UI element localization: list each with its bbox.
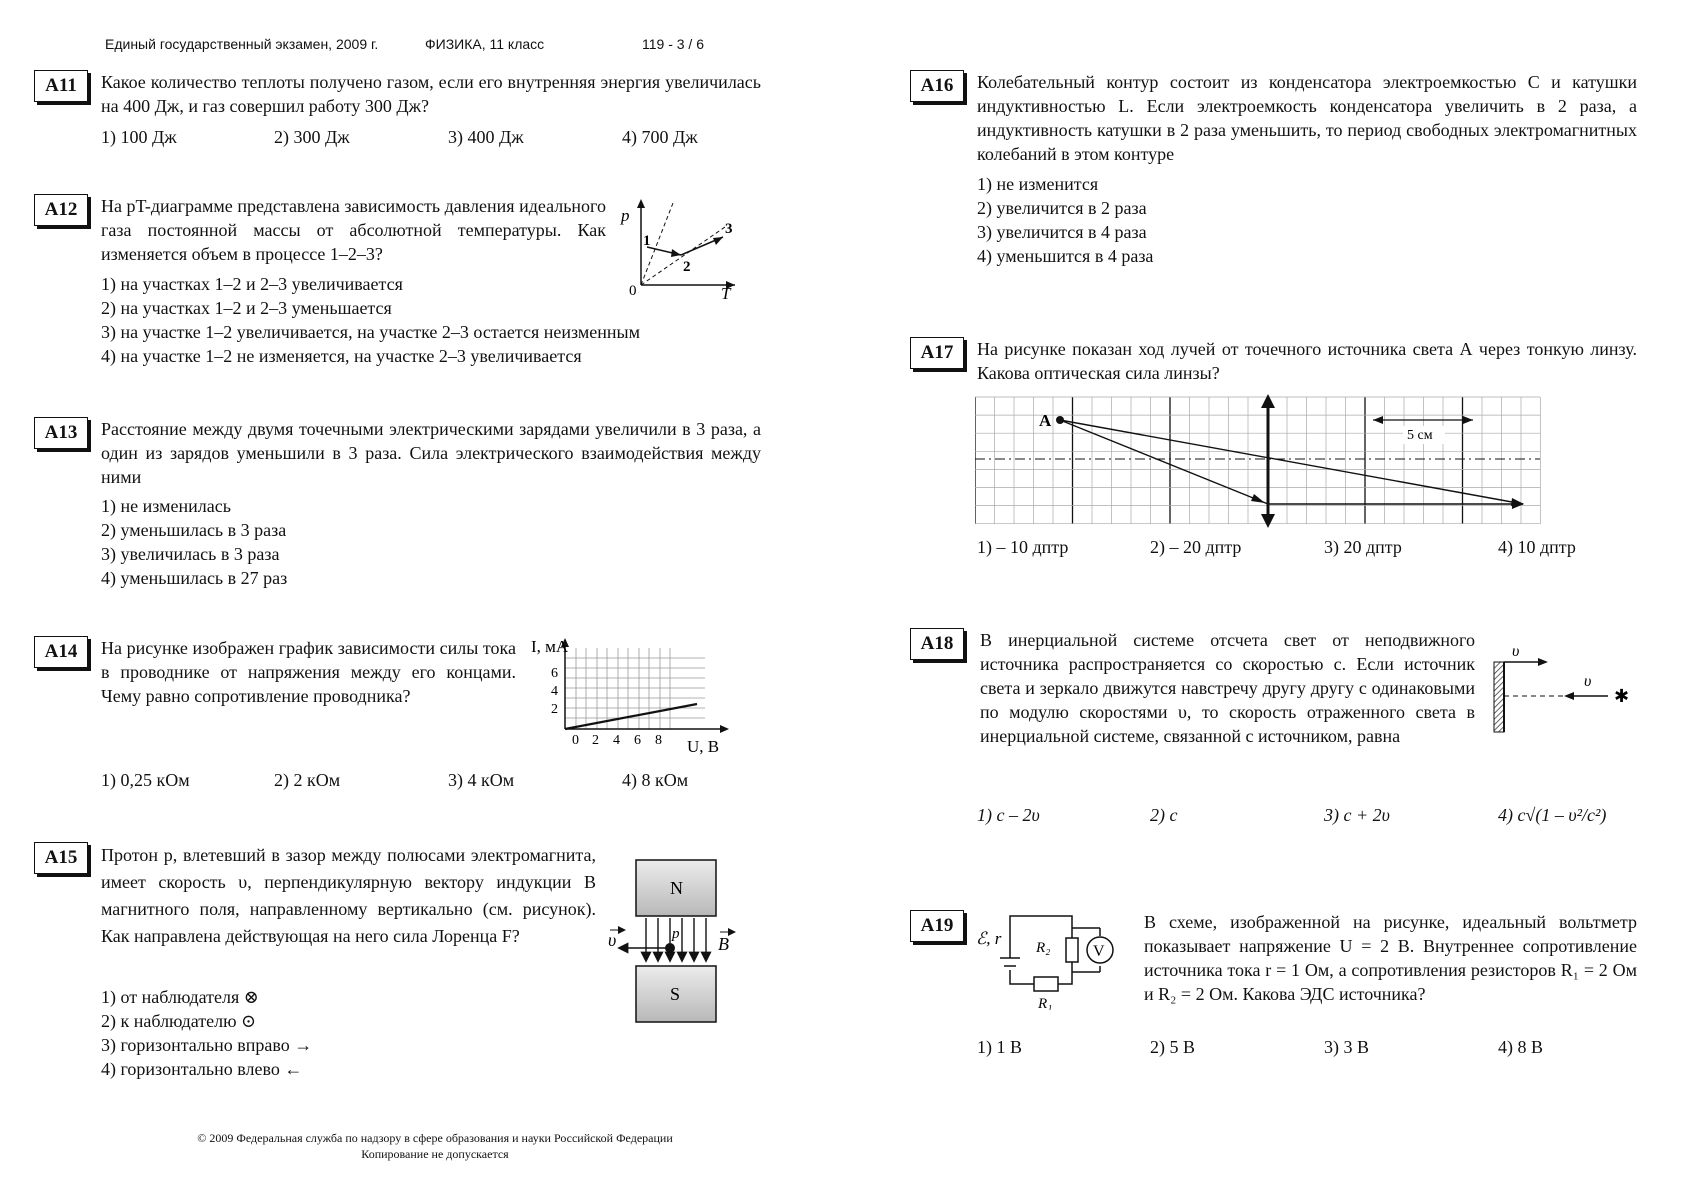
q15-options xyxy=(101,985,312,1081)
q14-xtick-8: 8 xyxy=(655,733,662,748)
q17-source-label: А xyxy=(1039,411,1052,430)
q17-text: На рисунке показан ход лучей от точечного источника света А через тонкую линзу. Какова оптическая сила линзы? xyxy=(977,339,1637,383)
q15-text: Протон p, влетевший в зазор между полюсами электромагнита, имеет скорость υ, перпендикулярную вектору индукции B магнитного поля, направленному вертикально (см. рисунок). Как направлена действующая на него сила Лоренца F? xyxy=(101,845,596,946)
q12-origin: 0 xyxy=(629,283,637,299)
q19-option-4[interactable]: 4) 8 В xyxy=(1498,1037,1543,1057)
q13-option-4[interactable]: 4) уменьшилась в 27 раз xyxy=(101,568,288,588)
q13-option-1[interactable]: 1) не изменилась xyxy=(101,496,231,516)
q14-option-2[interactable]: 2) 2 кОм xyxy=(274,770,341,790)
q16-text: Колебательный контур состоит из конденсатора электроемкостью C и катушки индуктивностью L. Если электроемкость конденсатора увеличить в 2 раза, а индуктивность катушки в 2 раза уменьшить, то период свободных электромагнитных колебаний в этом контуре xyxy=(977,72,1637,164)
q12-axis-p: p xyxy=(621,206,630,225)
q14-option-3[interactable]: 3) 4 кОм xyxy=(448,770,515,790)
q11-option-1[interactable]: 1) 100 Дж xyxy=(101,127,177,147)
q12-options xyxy=(101,272,640,368)
q19-circuit xyxy=(974,910,1134,1010)
q11-option-4[interactable]: 4) 700 Дж xyxy=(622,127,698,147)
q14-ytick-4: 4 xyxy=(551,684,558,699)
q13-option-2[interactable]: 2) уменьшилась в 3 раза xyxy=(101,520,287,540)
q17-label: А17 xyxy=(910,337,964,369)
q15-label: А15 xyxy=(34,842,88,874)
q12-text: На pT-диаграмме представлена зависимость давления идеального газа постоянной массы от абсолютной температуры. Как изменяется объем в процессе 1–2–3? xyxy=(101,196,606,264)
q17-source-point xyxy=(1056,416,1064,424)
q18-mirror-figure xyxy=(1488,640,1638,740)
q12-axis-t: T xyxy=(721,284,731,303)
footer-copy-notice: Копирование не допускается xyxy=(361,1147,509,1161)
q17-lens-figure xyxy=(975,392,1545,530)
q19-r2-label: R₂ xyxy=(1036,940,1051,956)
q17-option-4[interactable]: 4) 10 дптр xyxy=(1498,537,1576,557)
q12-point-2: 2 xyxy=(683,259,691,275)
q19-r1-label: R₁ xyxy=(1038,996,1053,1010)
q14-text: На рисунке изображен график зависимости силы тока в проводнике от напряжения между его концами. Чему равно сопротивление проводника? xyxy=(101,638,516,706)
q14-xtick-0: 0 xyxy=(572,733,579,748)
q18-option-3[interactable]: 3) c + 2υ xyxy=(1324,805,1390,825)
q17-scale-label: 5 см xyxy=(1407,428,1433,443)
q16-options xyxy=(977,172,1153,268)
q13-text: Расстояние между двумя точечными электрическими зарядами увеличили в 3 раза, а один из зарядов уменьшили в 3 раза. Сила электрического взаимодействия между ними xyxy=(101,419,761,487)
q18-source-v: υ xyxy=(1584,673,1592,690)
q19-option-3[interactable]: 3) 3 В xyxy=(1324,1037,1369,1057)
q11-label: А11 xyxy=(34,70,88,102)
q18-label: А18 xyxy=(910,628,964,660)
q14-xtick-4: 4 xyxy=(613,733,620,748)
q15-option-4[interactable]: 4) горизонтально влево ← xyxy=(101,1059,303,1079)
q18-source-star-icon: ✱ xyxy=(1614,686,1630,706)
q13-option-3[interactable]: 3) увеличилась в 3 раза xyxy=(101,544,280,564)
q11-option-3[interactable]: 3) 400 Дж xyxy=(448,127,524,147)
q13-options xyxy=(101,494,287,590)
header-page: 119 - 3 / 6 xyxy=(642,36,705,52)
q14-xtick-6: 6 xyxy=(634,733,641,748)
q19-emf-label: ℰ, r xyxy=(976,929,1002,948)
q16-option-4[interactable]: 4) уменьшится в 4 раза xyxy=(977,246,1154,266)
q16-label: А16 xyxy=(910,70,964,102)
q15-v-label: υ xyxy=(608,930,617,950)
q15-south-label: S xyxy=(670,984,681,1004)
q19-resistor-r2 xyxy=(1066,938,1078,962)
q19-option-2[interactable]: 2) 5 В xyxy=(1150,1037,1195,1057)
q15-b-label: B xyxy=(718,934,729,954)
q19-label: А19 xyxy=(910,910,964,942)
q13-label: А13 xyxy=(34,417,88,449)
q15-p-label: p xyxy=(672,926,680,942)
q19-voltmeter-label: V xyxy=(1093,943,1105,960)
header-subject: ФИЗИКА, 11 класс xyxy=(425,36,545,52)
q15-option-3[interactable]: 3) горизонтально вправо → xyxy=(101,1035,313,1055)
footer xyxy=(150,1130,720,1162)
header-exam: Единый государственный экзамен, 2009 г. xyxy=(105,36,379,52)
q18-option-4[interactable]: 4) c√(1 – υ²/c²) xyxy=(1498,805,1607,825)
q15-north-label: N xyxy=(670,878,683,898)
q15-option-2[interactable]: 2) к наблюдателю ⊙ xyxy=(101,1011,257,1031)
q14-option-4[interactable]: 4) 8 кОм xyxy=(622,770,689,790)
q12-option-4[interactable]: 4) на участке 1–2 не изменяется, на участке 2–3 увеличивается xyxy=(101,346,582,366)
q15-proton xyxy=(665,943,675,953)
q15-magnet-figure xyxy=(606,856,741,1031)
q18-option-2[interactable]: 2) c xyxy=(1150,805,1178,825)
q12-option-3[interactable]: 3) на участке 1–2 увеличивается, на участке 2–3 остается неизменным xyxy=(101,322,640,342)
q17-option-1[interactable]: 1) – 10 дптр xyxy=(977,537,1069,557)
q19-text: В схеме, изображенной на рисунке, идеальный вольтметр показывает напряжение U = 2 В. Внутреннее сопротивление источника тока r = 1 Ом, а сопротивления резисторов R₁ = 2 Ом и R₂ = 2 Ом. Какова ЭДС источника? xyxy=(1144,912,1637,1004)
q11-text: Какое количество теплоты получено газом, если его внутренняя энергия увеличилась на 400 Дж, и газ совершил работу 300 Дж? xyxy=(101,72,761,116)
q14-xlabel: U, В xyxy=(687,737,720,756)
q14-ytick-6: 6 xyxy=(551,666,558,681)
q12-point-3: 3 xyxy=(725,221,733,237)
q11-option-2[interactable]: 2) 300 Дж xyxy=(274,127,350,147)
q19-resistor-r1 xyxy=(1034,977,1058,991)
q12-option-2[interactable]: 2) на участках 1–2 и 2–3 уменьшается xyxy=(101,298,392,318)
q18-option-1[interactable]: 1) c – 2υ xyxy=(977,805,1040,825)
q14-ytick-2: 2 xyxy=(551,702,558,717)
q18-text: В инерциальной системе отсчета свет от неподвижного источника распространяется со скоростью c. Если источник света и зеркало движутся навстречу другу другу с одинаковыми по модулю скоростями υ, то скорость отраженного света в инерциальной системе, связанной с источником, равна xyxy=(980,630,1475,746)
q16-option-2[interactable]: 2) увеличится в 2 раза xyxy=(977,198,1147,218)
footer-copyright: © 2009 Федеральная служба по надзору в сфере образования и науки Российской Федерации xyxy=(197,1131,673,1145)
q14-ylabel: I, мА xyxy=(531,637,569,656)
q14-option-1[interactable]: 1) 0,25 кОм xyxy=(101,770,190,790)
q19-option-1[interactable]: 1) 1 В xyxy=(977,1037,1022,1057)
q14-xtick-2: 2 xyxy=(592,733,599,748)
q12-point-1: 1 xyxy=(643,233,651,249)
q17-option-3[interactable]: 3) 20 дптр xyxy=(1324,537,1402,557)
q15-option-1[interactable]: 1) от наблюдателя ⊗ xyxy=(101,987,259,1007)
q16-option-3[interactable]: 3) увеличится в 4 раза xyxy=(977,222,1147,242)
q18-mirror xyxy=(1494,662,1504,732)
q16-option-1[interactable]: 1) не изменится xyxy=(977,174,1099,194)
q12-option-1[interactable]: 1) на участках 1–2 и 2–3 увеличивается xyxy=(101,274,403,294)
q14-iu-graph xyxy=(525,636,735,756)
q12-label: А12 xyxy=(34,194,88,226)
q18-mirror-v: υ xyxy=(1512,643,1520,660)
q17-option-2[interactable]: 2) – 20 дптр xyxy=(1150,537,1242,557)
q14-label: А14 xyxy=(34,636,88,668)
